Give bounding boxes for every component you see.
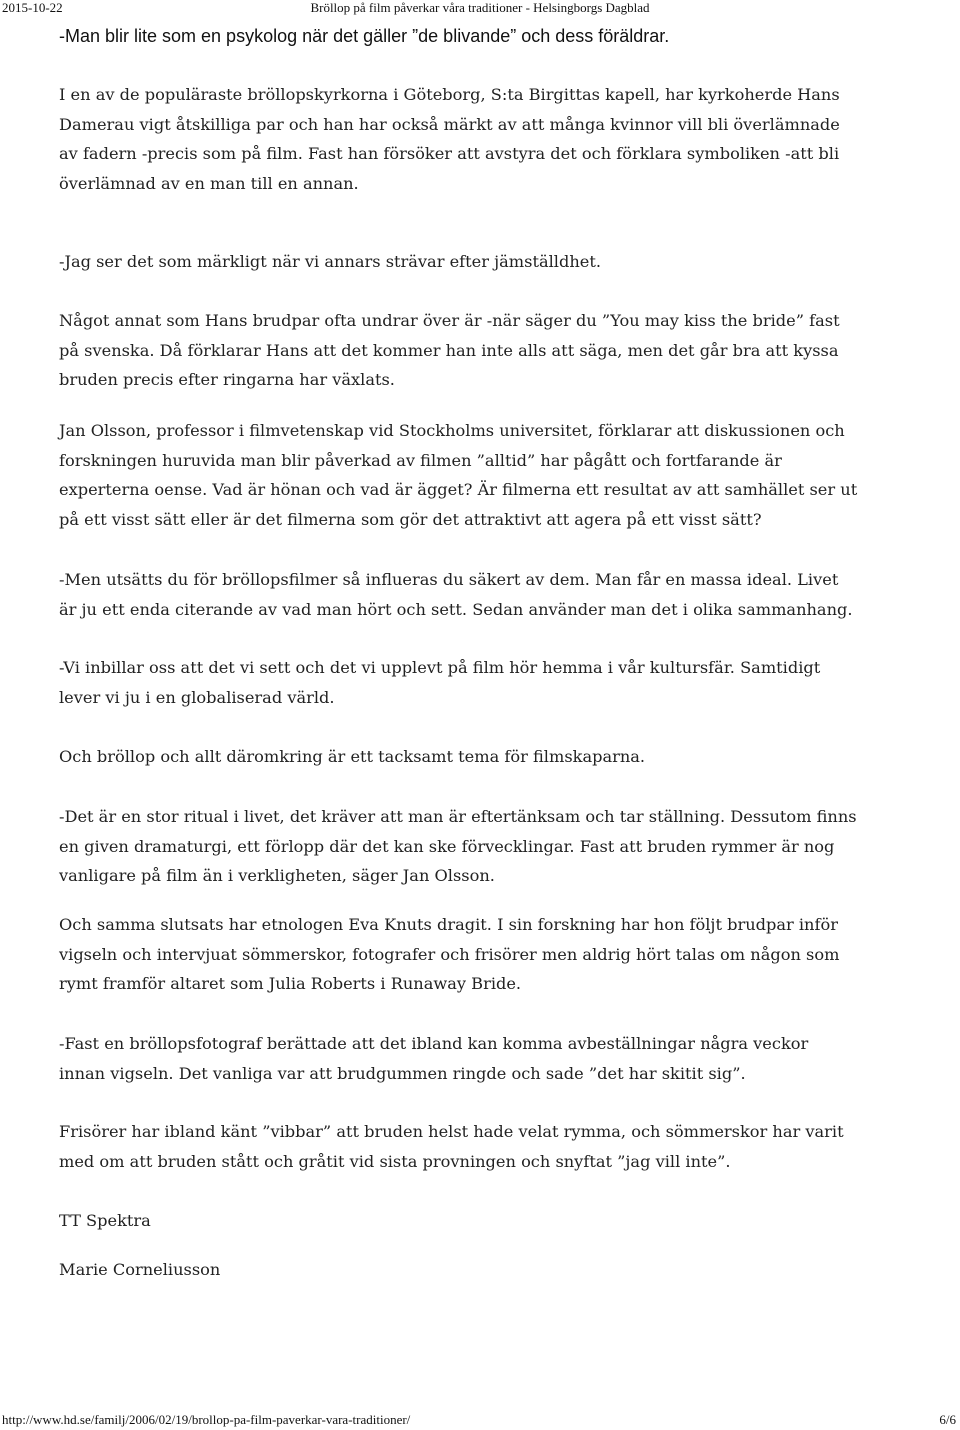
- paragraph-line: vigseln och intervjuat sömmerskor, fotografer och frisörer men aldrig hört talas om någon som: [59, 944, 840, 964]
- paragraph-line: med om att bruden stått och gråtit vid sista provningen och snyftat ”jag vill inte”.: [59, 1151, 731, 1171]
- article-paragraph: [59, 910, 919, 999]
- article-paragraph: [59, 802, 919, 891]
- article-paragraph: [59, 306, 919, 395]
- paragraph-line: Frisörer har ibland känt ”vibbar” att bruden helst hade velat rymma, och sömmerskor har varit: [59, 1122, 844, 1141]
- paragraph-line: -Det är en stor ritual i livet, det kräver att man är eftertänksam och tar ställning. Dessutom finns: [59, 807, 857, 826]
- paragraph-line: av fadern -precis som på film. Fast han försöker att avstyra det och förklara symboliken -att bli: [59, 144, 840, 164]
- article-paragraph: [59, 1117, 919, 1176]
- article-paragraph: [59, 742, 919, 772]
- paragraph-line: Och samma slutsats har etnologen Eva Knuts dragit. I sin forskning har hon följt brudpar inför: [59, 915, 838, 934]
- paragraph-line: I en av de populäraste bröllopskyrkorna i Göteborg, S:ta Birgittas kapell, har kyrkoherde Hans: [59, 85, 840, 104]
- paragraph-line: vanligare på film än i verkligheten, säger Jan Olsson.: [59, 866, 495, 886]
- paragraph-line: Och bröllop och allt däromkring är ett tacksamt tema för filmskaparna.: [59, 747, 646, 766]
- paragraph-line: -Men utsätts du för bröllopsfilmer så influeras du säkert av dem. Man får en massa ideal. Livet: [59, 570, 839, 589]
- article-paragraph: [59, 1029, 919, 1088]
- paragraph-line: rymt framför altaret som Julia Roberts i Runaway Bride.: [59, 974, 522, 994]
- paragraph-line: -Vi inbillar oss att det vi sett och det vi upplevt på film hör hemma i vår kultursfär. Samtidigt: [59, 658, 821, 677]
- print-date: 2015-10-22: [2, 0, 63, 15]
- paragraph-line: Damerau vigt åtskilliga par och han har också märkt av att många kvinnor vill bli överlämnade: [59, 114, 840, 134]
- print-url: http://www.hd.se/familj/2006/02/19/brollop-pa-film-paverkar-vara-traditioner/: [2, 1412, 411, 1427]
- paragraph-line: är ju ett enda citerande av vad man hört och sett. Sedan använder man det i olika sammanhang.: [59, 599, 853, 619]
- article-paragraph: [59, 653, 919, 712]
- article-paragraph: [59, 247, 919, 277]
- paragraph-line: Marie Corneliusson: [59, 1260, 221, 1279]
- article-paragraph: [59, 565, 919, 624]
- article-byline-agency: [59, 1206, 919, 1236]
- article-byline-author: [59, 1255, 919, 1285]
- paragraph-line: en given dramaturgi, ett förlopp där det kan ske förvecklingar. Fast att bruden rymmer är nog: [59, 836, 835, 856]
- print-footer: [0, 1412, 960, 1428]
- paragraph-line: Jan Olsson, professor i filmvetenskap vid Stockholms universitet, förklarar att diskussionen och: [59, 421, 845, 440]
- paragraph-line: innan vigseln. Det vanliga var att brudgummen ringde och sade ”det har skitit sig”.: [59, 1063, 746, 1083]
- print-page-title: Bröllop på film påverkar våra traditioner - Helsingborgs Dagblad: [310, 0, 650, 15]
- article-paragraph: [59, 416, 919, 535]
- print-header: [0, 0, 960, 16]
- paragraph-line: -Fast en bröllopsfotograf berättade att det ibland kan komma avbeställningar några veckor: [59, 1034, 809, 1053]
- print-page-number: 6/6: [939, 1412, 956, 1427]
- article-paragraph: [59, 80, 919, 199]
- paragraph-line: lever vi ju i en globaliserad värld.: [59, 687, 335, 707]
- paragraph-line: bruden precis efter ringarna har växlats.: [59, 370, 395, 390]
- paragraph-line: på ett visst sätt eller är det filmerna som gör det attraktivt att agera på ett visst sätt?: [59, 510, 762, 530]
- paragraph-line: experterna oense. Vad är hönan och vad är ägget? Är filmerna ett resultat av att samhället ser ut: [59, 480, 858, 500]
- paragraph-line: överlämnad av en man till en annan.: [59, 174, 359, 194]
- paragraph-line: TT Spektra: [59, 1211, 151, 1230]
- paragraph-line: Något annat som Hans brudpar ofta undrar över är -när säger du ”You may kiss the bride” fast: [59, 311, 840, 330]
- article-lead-quote: -Man blir lite som en psykolog när det gäller ”de blivande” och dess föräldrar.: [59, 26, 670, 46]
- paragraph-line: forskningen huruvida man blir påverkad av filmen ”alltid” har pågått och fortfarande är: [59, 450, 782, 470]
- paragraph-line: -Jag ser det som märkligt när vi annars strävar efter jämställdhet.: [59, 252, 601, 271]
- paragraph-line: på svenska. Då förklarar Hans att det kommer han inte alls att säga, men det går bra att kyssa: [59, 340, 839, 360]
